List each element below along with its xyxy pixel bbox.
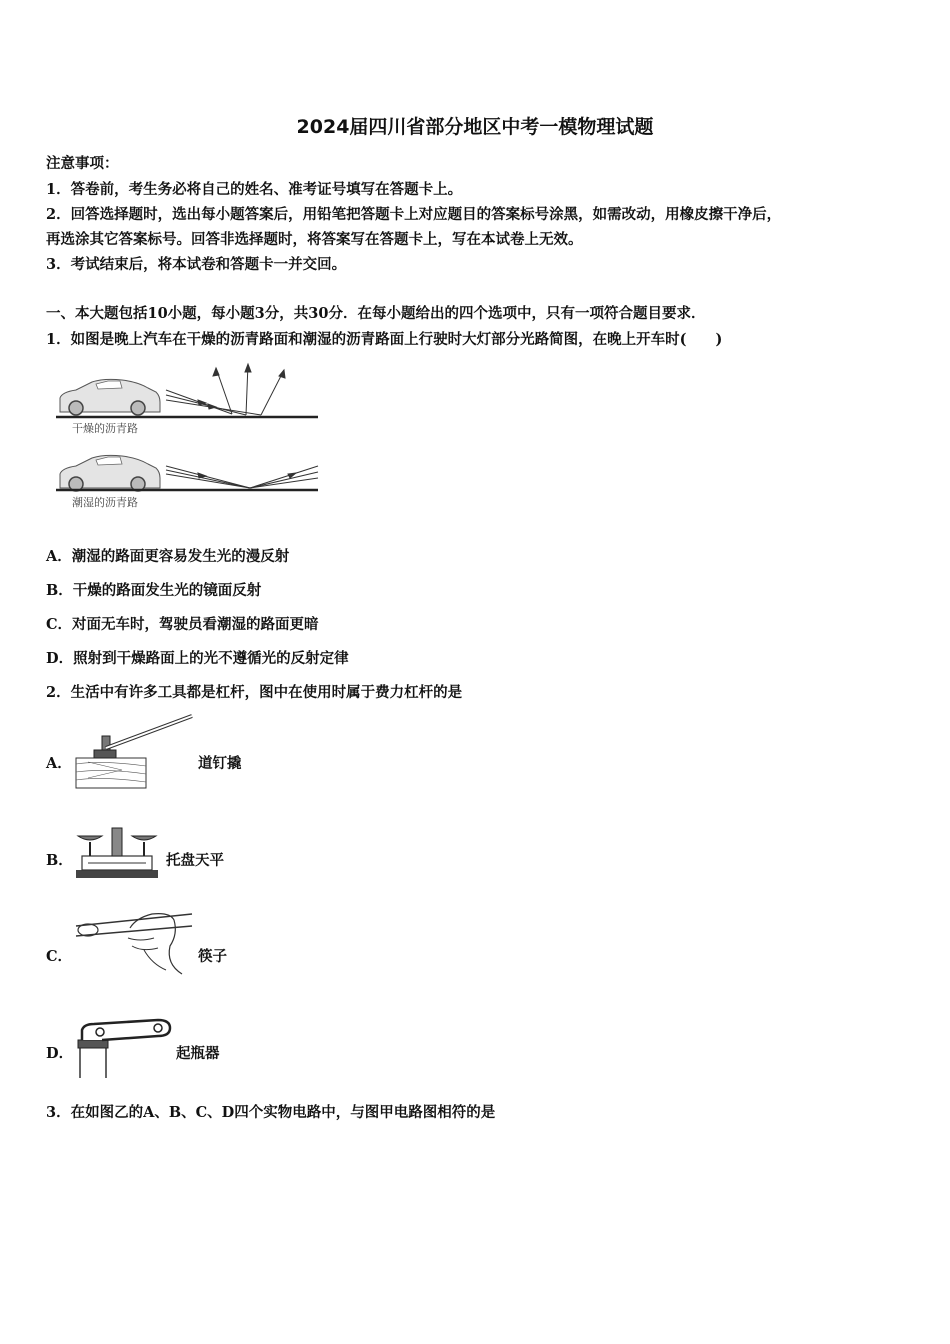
q1-option-c[interactable]: C．对面无车时，驾驶员看潮湿的路面更暗 bbox=[46, 616, 319, 633]
bottle-opener-icon bbox=[72, 1016, 176, 1080]
balance-icon bbox=[72, 822, 162, 880]
q2-option-d-label: 起瓶器 bbox=[176, 1045, 220, 1062]
nail-puller-icon bbox=[72, 712, 197, 794]
car-dry-icon bbox=[60, 379, 160, 415]
q2-option-b-label: 托盘天平 bbox=[166, 852, 224, 869]
page-title: 2024届四川省部分地区中考一模物理试题 bbox=[296, 116, 654, 138]
q1-option-d[interactable]: D．照射到干燥路面上的光不遵循光的反射定律 bbox=[46, 650, 349, 667]
notice-item-2-cont: 再选涂其它答案标号。回答非选择题时，将答案写在答题卡上，写在本试卷上无效。 bbox=[46, 231, 583, 248]
q1-wet-road-figure bbox=[56, 452, 321, 494]
q1-option-b[interactable]: B．干燥的路面发生光的镜面反射 bbox=[46, 582, 262, 599]
q3-stem: 3．在如图乙的A、B、C、D四个实物电路中，与图甲电路图相符的是 bbox=[46, 1104, 496, 1121]
q2-option-d-letter[interactable]: D． bbox=[46, 1045, 74, 1062]
q2-option-a-letter[interactable]: A． bbox=[46, 755, 72, 772]
car-wet-icon bbox=[60, 455, 160, 491]
notice-heading: 注意事项： bbox=[46, 155, 119, 172]
q1-option-a[interactable]: A．潮湿的路面更容易发生光的漫反射 bbox=[46, 548, 290, 565]
section-heading: 一、本大题包括10小题，每小题3分，共30分．在每小题给出的四个选项中，只有一项符合题目要求． bbox=[46, 305, 706, 322]
q1-dry-road-figure bbox=[56, 362, 321, 420]
q1-caption-dry: 干燥的沥青路 bbox=[72, 422, 138, 435]
q1-stem: 1．如图是晚上汽车在干燥的沥青路面和潮湿的沥青路面上行驶时大灯部分光路简图，在晚上开车时( ) bbox=[46, 331, 723, 348]
q2-option-b-letter[interactable]: B． bbox=[46, 852, 73, 869]
notice-item-1: 1．答卷前，考生务必将自己的姓名、准考证号填写在答题卡上。 bbox=[46, 181, 463, 198]
notice-item-3: 3．考试结束后，将本试卷和答题卡一并交回。 bbox=[46, 256, 347, 273]
notice-item-2: 2．回答选择题时，选出每小题答案后，用铅笔把答题卡上对应题目的答案标号涂黑，如需改动，用橡皮擦干净后， bbox=[46, 206, 782, 223]
q2-option-c-letter[interactable]: C． bbox=[46, 948, 73, 965]
q2-stem: 2．生活中有许多工具都是杠杆，图中在使用时属于费力杠杆的是 bbox=[46, 684, 463, 701]
q2-option-c-label: 筷子 bbox=[198, 948, 227, 965]
chopsticks-icon bbox=[74, 906, 194, 980]
q1-caption-wet: 潮湿的沥青路 bbox=[72, 496, 138, 509]
q2-option-a-label: 道钉撬 bbox=[198, 755, 242, 772]
